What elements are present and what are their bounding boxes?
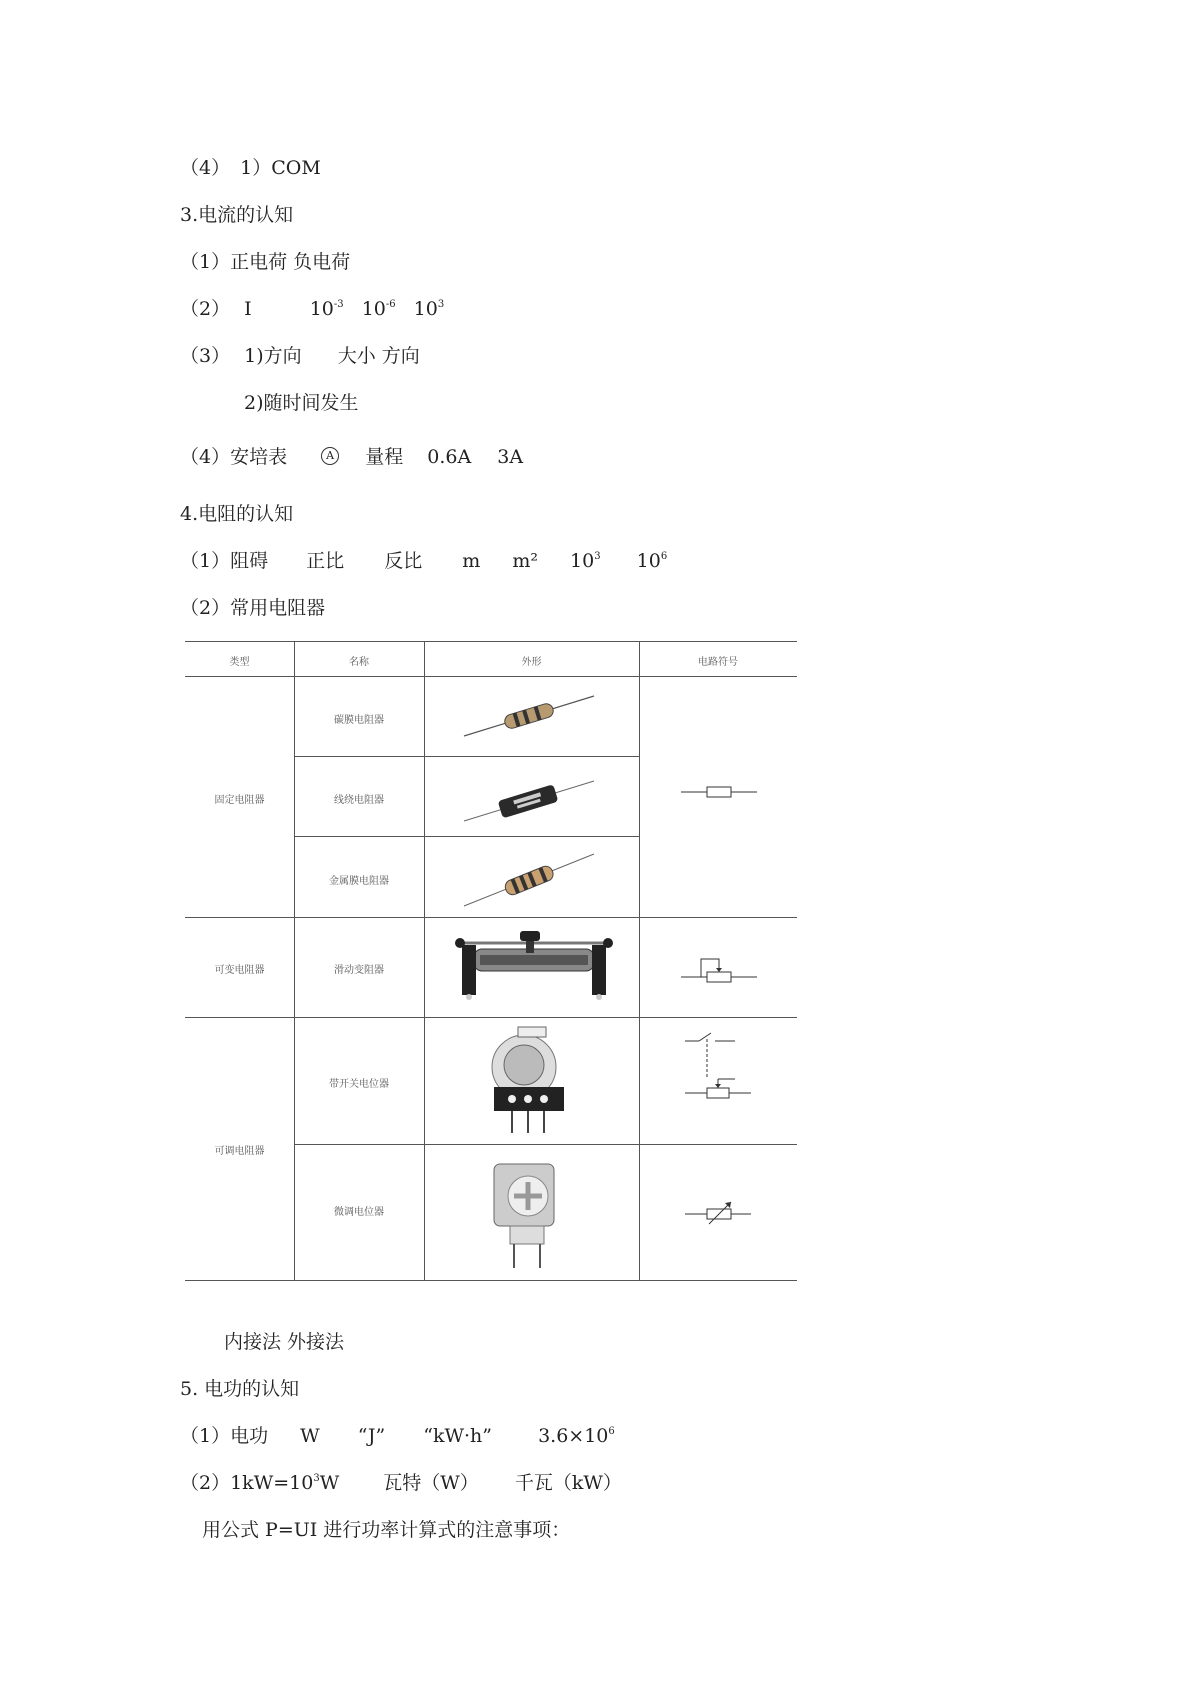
- line-4-1: （1）阻碍 正比 反比 m m² $10^3$ $10^6$: [180, 550, 668, 572]
- line-connection-methods: 内接法 外接法: [224, 1331, 345, 1353]
- type-variable: 可变电阻器: [214, 965, 265, 976]
- line-4-2: （2）常用电阻器: [180, 597, 326, 619]
- trimmer-potentiometer-image: [424, 1144, 639, 1280]
- type-fixed: 固定电阻器: [214, 795, 265, 806]
- name-wirewound: 线绕电阻器: [334, 795, 384, 806]
- trimmer-symbol-icon: [639, 1194, 797, 1234]
- type-adjustable: 可调电阻器: [214, 1146, 265, 1157]
- header-type: 类型: [229, 657, 250, 668]
- section-4-title: 4.电阻的认知: [180, 503, 294, 525]
- line-3-4: （4）安培表 A 量程 0.6A 3A: [180, 446, 524, 468]
- section-5-title: 5. 电功的认知: [180, 1378, 300, 1400]
- line-5-1: （1）电功 W “J” “kW·h” $3.6\times 10^6$: [180, 1425, 615, 1447]
- name-carbon-film: 碳膜电阻器: [334, 715, 384, 726]
- section-3-title: 3.电流的认知: [180, 204, 294, 226]
- rheostat-symbol-icon: [639, 941, 797, 991]
- line-com: （4） 1）COM: [180, 157, 321, 179]
- switch-potentiometer-symbol-icon: [639, 1031, 797, 1131]
- ammeter-symbol-icon: A: [321, 447, 339, 465]
- fixed-resistor-symbol-icon: [639, 777, 797, 807]
- switch-potentiometer-image: [424, 1017, 639, 1144]
- line-power-note: 用公式 P=UI 进行功率计算式的注意事项：: [202, 1519, 571, 1541]
- metal-film-resistor-image: [424, 836, 639, 917]
- name-trimmer: 微调电位器: [334, 1207, 384, 1218]
- line-3-1: （1）正电荷 负电荷: [180, 251, 351, 273]
- name-switch-potentiometer: 带开关电位器: [329, 1079, 389, 1090]
- header-symbol: 电路符号: [698, 657, 738, 668]
- line-3-3: （3） 1)方向 大小 方向: [180, 345, 420, 367]
- header-shape: 外形: [521, 657, 542, 668]
- wirewound-resistor-image: [424, 756, 639, 836]
- line-3-2: （2） I $10^{-3}$ $10^{-6}$ $10^3$: [180, 298, 445, 320]
- rheostat-image: [424, 917, 639, 1017]
- line-3-3-b: 2)随时间发生: [244, 392, 359, 414]
- carbon-film-resistor-image: [424, 676, 639, 756]
- line-5-2: $(2)1kW=10^3W$ 瓦特（W） 千瓦（kW）: [180, 1472, 622, 1494]
- name-rheostat: 滑动变阻器: [334, 965, 384, 976]
- header-name: 名称: [349, 657, 369, 668]
- resistor-table: [185, 641, 797, 1281]
- name-metal-film: 金属膜电阻器: [329, 876, 389, 887]
